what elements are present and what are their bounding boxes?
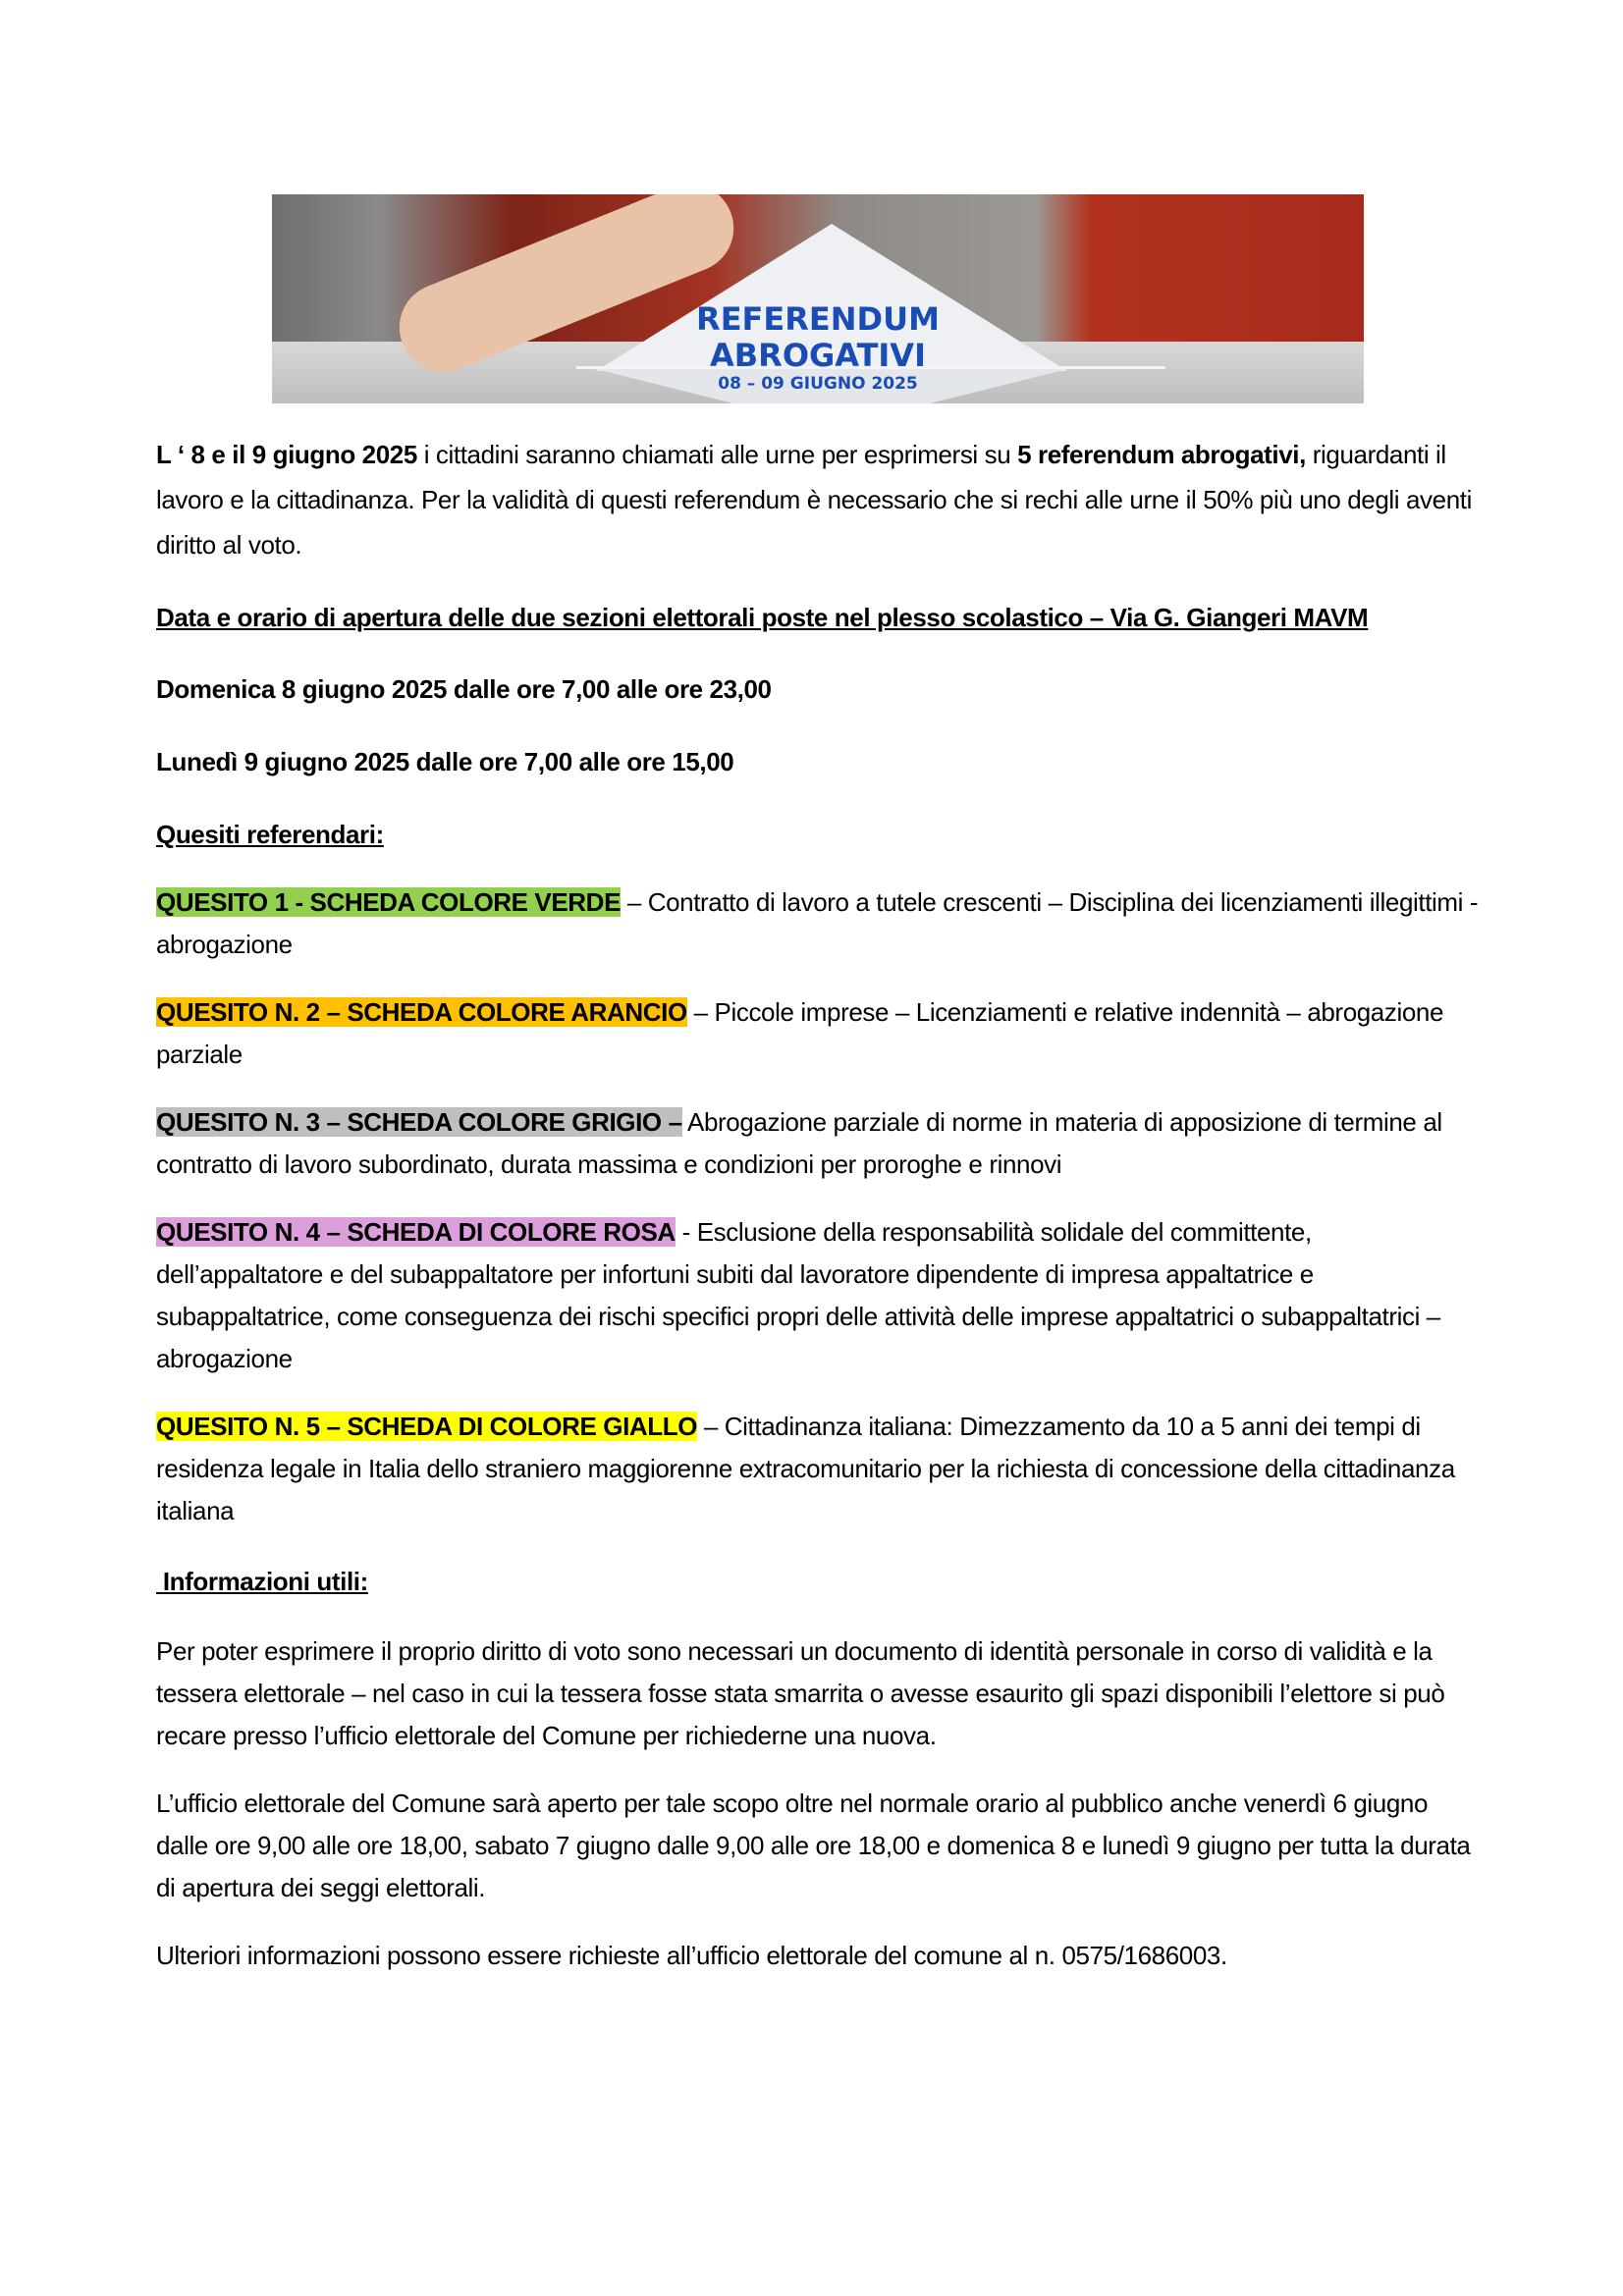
quesito-4 [156,1211,1482,1380]
quesito-3 [156,1101,1482,1186]
quesito-2-label: QUESITO N. 2 – SCHEDA COLORE ARANCIO [156,997,687,1027]
document-body [156,432,1482,1977]
quesiti-heading: Quesiti referendari: [156,820,384,849]
intro-text-1: i cittadini saranno chiamati alle urne per esprimersi su [416,440,1018,469]
intro-date: L ‘ 8 e il 9 giugno 2025 [156,440,417,469]
quesito-5-label: QUESITO N. 5 – SCHEDA DI COLORE GIALLO [156,1412,698,1441]
referendum-banner-image [272,194,1364,403]
quesito-5-text: – Cittadinanza italiana: Dimezzamento da 10 a 5 anni dei tempi di residenza legale in Italia dello straniero maggiorenne extracomunitario per la richiesta di concessione della cittadinanza italiana [156,1412,1455,1525]
quesito-1-text: – Contratto di lavoro a tutele crescenti – Disciplina dei licenziamenti illegittimi - abrogazione [156,887,1479,959]
section-heading: Data e orario di apertura delle due sezioni elettorali poste nel plesso scolastico – Via G. Giangeri MAVM [156,603,1369,632]
schedule-sunday: Domenica 8 giugno 2025 dalle ore 7,00 alle ore 23,00 [156,674,772,704]
quesito-1 [156,881,1482,966]
intro-text-2: riguardanti il lavoro e la cittadinanza. Per la validità di questi referendum è necessario che si rechi alle urne il 50% più uno degli aventi diritto al voto. [156,440,1472,560]
quesito-1-label: QUESITO 1 - SCHEDA COLORE VERDE [156,887,622,917]
banner-dates: 08 – 09 GIUGNO 2025 [718,374,918,394]
info-paragraph-3: Ulteriori informazioni possono essere richieste all’ufficio elettorale del comune al n. 0575/1686003. [156,1941,1227,1970]
quesito-3-text: Abrogazione parziale di norme in materia di apposizione di termine al contratto di lavoro subordinato, durata massima e condizioni per proroghe e rinnovi [156,1107,1442,1179]
info-paragraph-2: L’ufficio elettorale del Comune sarà aperto per tale scopo oltre nel normale orario al pubblico anche venerdì 6 giugno dalle ore 9,00 alle ore 18,00, sabato 7 giugno dalle 9,00 alle ore 18,00 e domenica 8 e lunedì 9 giugno per tutta la durata di apertura dei seggi elettorali. [156,1789,1471,1902]
quesito-3-label: QUESITO N. 3 – SCHEDA COLORE GRIGIO – [156,1107,682,1137]
quesito-5 [156,1406,1482,1532]
banner-title-2: ABROGATIVI [710,337,926,374]
banner-title-1: REFERENDUM [696,300,940,338]
quesito-4-label: QUESITO N. 4 – SCHEDA DI COLORE ROSA [156,1217,676,1247]
info-paragraph-1: Per poter esprimere il proprio diritto di voto sono necessari un documento di identità personale in corso di validità e la tessera elettorale – nel caso in cui la tessera fosse stata smarrita o avesse esaurito gli spazi disponibili l’elettore si può recare presso l’ufficio elettorale del Comune per richiederne una nuova. [156,1636,1445,1750]
intro-paragraph [156,432,1482,567]
intro-count: 5 referendum abrogativi, [1017,440,1306,469]
quesito-2-text: – Piccole imprese – Licenziamenti e relative indennità – abrogazione parziale [156,997,1444,1069]
quesito-4-text: - Esclusione della responsabilità solidale del committente, dell’appaltatore e del subappaltatore per infortuni subiti dal lavoratore dipendente di impresa appaltatrice e subappaltatrice, come conseguenza dei rischi specifici propri delle attività delle imprese appaltatrici o subappaltatrici – abrogazione [156,1217,1440,1373]
quesito-2 [156,991,1482,1076]
info-heading: Informazioni utili: [156,1567,368,1596]
schedule-monday: Lunedì 9 giugno 2025 dalle ore 7,00 alle ore 15,00 [156,747,734,776]
